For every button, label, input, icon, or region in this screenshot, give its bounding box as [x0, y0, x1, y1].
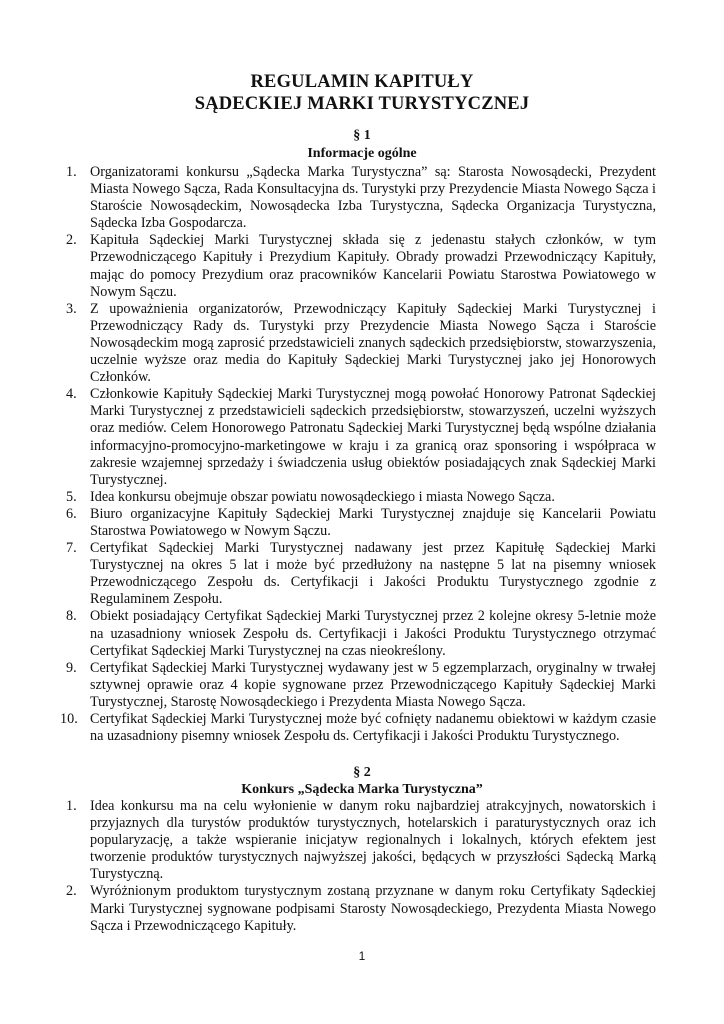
item-number: 9.: [66, 659, 77, 676]
document-title-line-2: SĄDECKIEJ MARKI TURYSTYCZNEJ: [194, 94, 530, 114]
item-number: 7.: [66, 540, 77, 557]
section-2-heading: Konkurs „Sądecka Marka Turystyczna”: [241, 782, 483, 797]
list-item: [66, 798, 656, 883]
section-2-list: [66, 798, 656, 935]
list-item: [66, 301, 656, 386]
item-text: Członkowie Kapituły Sądeckiej Marki Turystycznej mogą powołać Honorowy Patronat Sądeckiej Marki Turystycznej z przedstawicieli sądeckich przedsiębiorstw, stowarzyszeń, uczelni wyższych oraz mediów. Celem Honorowego Patronatu Sądeckiej Marki Turystycznej będą wspólne działania informacyjno-promocyjno-marketingowe w kraju i za granicą oraz sponsoring i współpraca w zakresie wzajemnej sprzedaży i świadczenia usług obiektów posiadających znak Sądeckiej Marki Turystycznej.: [90, 386, 656, 488]
list-item: [66, 660, 656, 711]
item-text: Organizatorami konkursu „Sądecka Marka Turystyczna” są: Starosta Nowosądecki, Prezydent Miasta Nowego Sącza, Rada Konsultacyjna ds. Turystyki przy Prezydencie Miasta Nowego Sącza i Staroście Nowosądeckim, Nowosądecka Izba Turystyczna, Sądecka Organizacja Turystyczna, Sądecka Izba Gospodarcza.: [90, 164, 656, 232]
item-number: 1.: [66, 798, 77, 814]
list-item: [66, 608, 656, 659]
item-text: Biuro organizacyjne Kapituły Sądeckiej Marki Turystycznej znajduje się Kancelarii Powiatu Starostwa Powiatowego w Nowym Sączu.: [90, 505, 656, 539]
item-number: 2.: [66, 883, 77, 900]
document-title-line-1: REGULAMIN KAPITUŁY: [250, 72, 474, 92]
item-text: Obiekt posiadający Certyfikat Sądeckiej Marki Turystycznej przez 2 kolejne okresy 5-letnie może na uzasadniony wniosek Zespołu ds. Certyfikacji i Jakości Produktu Turystycznego otrzymać Certyfikat Sądeckiej Marki Turystycznej na czas nieokreślony.: [90, 608, 656, 659]
page-number: 1: [358, 949, 366, 963]
list-item: [66, 883, 656, 934]
item-number: 5.: [66, 488, 77, 505]
item-number: 10.: [60, 711, 78, 727]
item-number: 2.: [66, 232, 77, 249]
item-text: Certyfikat Sądeckiej Marki Turystycznej nadawany jest przez Kapitułę Sądeckiej Marki Turystycznej na okres 5 lat i może być przedłużony na następne 5 lat na pisemny wniosek Przewodniczącego Zespołu ds. Certyfikacji i Jakości Produktu Turystycznego zgodnie z Regulaminem Zespołu.: [90, 540, 656, 608]
item-text: Certyfikat Sądeckiej Marki Turystycznej wydawany jest w 5 egzemplarzach, oryginalny w trwałej sztywnej oprawie oraz 4 kopie sygnowane przez Przewodniczącego Kapituły Sądeckiej Marki Turystycznej, Starostę Nowosądeckiego i Prezydenta Miasta Nowego Sącza.: [90, 659, 656, 710]
list-item: [66, 489, 656, 506]
item-number: 4.: [66, 386, 77, 403]
item-number: 6.: [66, 505, 77, 522]
item-text: Idea konkursu obejmuje obszar powiatu nowosądeckiego i miasta Nowego Sącza.: [90, 488, 555, 505]
item-number: 3.: [66, 300, 77, 317]
item-text: Z upoważnienia organizatorów, Przewodniczący Kapituły Sądeckiej Marki Turystycznej i Przewodniczący Rady ds. Turystyki przy Prezydencie Miasta Nowego Sącza i Staroście Nowosądeckim mogą zaprosić przedstawicieli znanych sądeckich przedsiębiorstw, stowarzyszenia, uczelnie wyższe oraz media do Kapituły Sądeckiej Marki Turystycznej jako jej Honorowych Członków.: [90, 300, 656, 386]
item-text: Certyfikat Sądeckiej Marki Turystycznej może być cofnięty nadanemu obiektowi w każdym czasie na uzasadniony pisemny wniosek Zespołu ds. Certyfikacji i Jakości Produktu Turystycznego.: [90, 711, 656, 745]
list-item: [66, 386, 656, 489]
section-1-list: [60, 164, 656, 745]
section-1-heading: Informacje ogólne: [307, 146, 417, 161]
item-number: 8.: [66, 608, 77, 625]
section-2-number: § 2: [353, 765, 371, 780]
list-item: [66, 164, 656, 232]
list-item: [60, 711, 656, 745]
list-item: [66, 540, 656, 608]
item-number: 1.: [66, 164, 77, 180]
item-text: Kapituła Sądeckiej Marki Turystycznej składa się z jedenastu stałych członków, w tym Przewodniczącego Kapituły i Prezydium Kapituły. Obrady prowadzi Przewodniczący Kapituły, mając do pomocy Prezydium oraz pracowników Kancelarii Powiatu Starostwa Powiatowego w Nowym Sączu.: [90, 232, 656, 300]
item-text: Idea konkursu ma na celu wyłonienie w danym roku najbardziej atrakcyjnych, nowatorskich i przyjaznych dla turystów produktów turystycznych, hotelarskich i paraturystycznych oraz ich popularyzację, a także wspieranie inicjatyw regionalnych i lokalnych, których efektem jest tworzenie produktów turystycznych najwyższej jakości, będących w przyszłości Sądecką Marką Turystyczną.: [90, 798, 656, 883]
list-item: [66, 232, 656, 300]
item-text: Wyróżnionym produktom turystycznym zostaną przyznane w danym roku Certyfikaty Sądeckiej Marki Turystycznej sygnowane podpisami Starosty Nowosądeckiego, Prezydenta Miasta Nowego Sącza i Przewodniczącego Kapituły.: [90, 883, 656, 934]
section-1-number: § 1: [353, 128, 371, 143]
list-item: [66, 506, 656, 540]
